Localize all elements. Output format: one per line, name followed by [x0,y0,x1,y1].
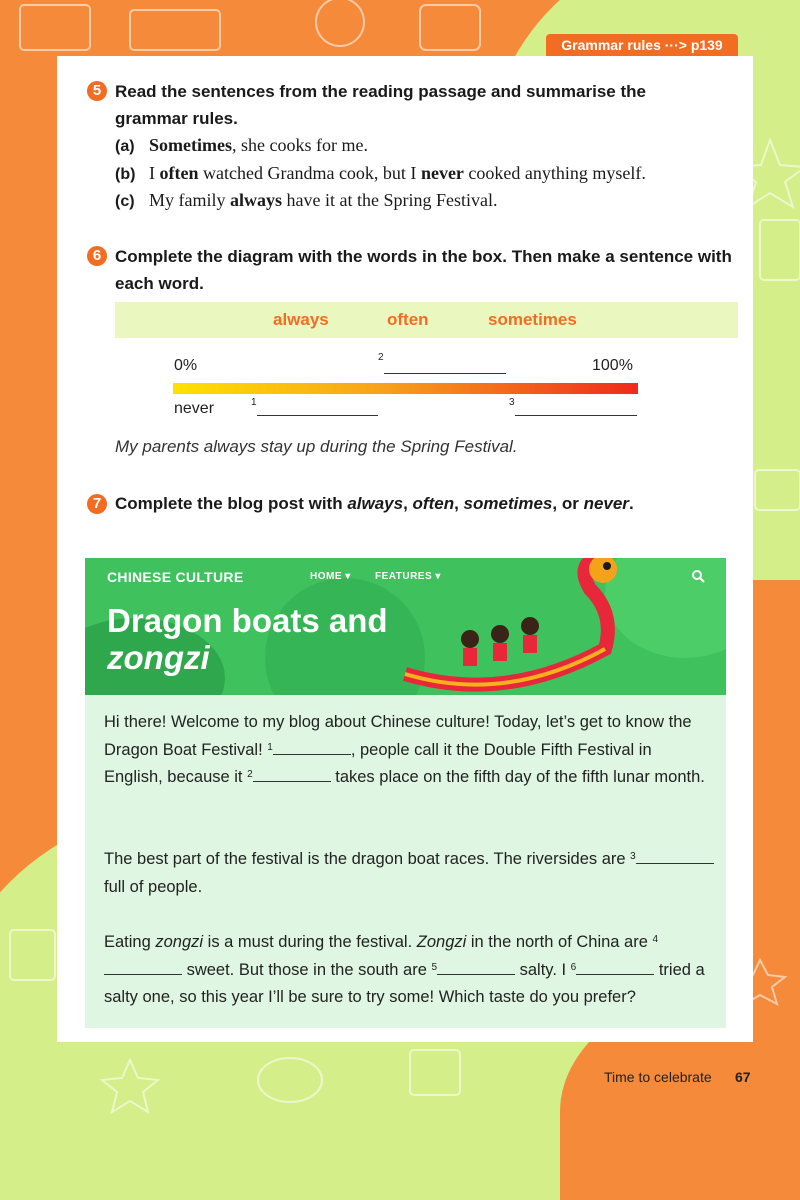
exercise-7-instruction: Complete the blog post with always, often, sometimes, or never. [115,494,634,513]
word-box [115,302,738,338]
sentence-text: , she cooks for me. [231,135,368,155]
instruction-word: often [412,494,455,513]
blog-title [107,602,388,676]
blog-paragraph-2 [104,846,714,901]
sentence-keyword: always [230,190,283,210]
instruction-word: sometimes [463,494,553,513]
scale-end-label: 100% [592,357,633,374]
blank-number: 1 [251,397,257,408]
blank-number: 1 [267,741,273,753]
frequency-scale-bar [173,383,638,394]
exercise-5-number: 5 [87,81,107,101]
nav-features[interactable]: FEATURES ▾ [375,571,441,582]
diagram-blank-3[interactable] [515,415,637,416]
blog-text: Eating [104,933,156,951]
nav-home[interactable]: HOME ▾ [310,571,351,582]
arrow-icon: ···> [664,37,687,53]
blog-blank-2[interactable] [253,767,331,782]
sentence-text: I [149,163,160,183]
grammar-rules-page: p139 [690,37,723,53]
sentence-c [115,190,497,211]
blog-text: salty. I [515,960,571,979]
blog-text: The best part of the festival is the dragon boat races. The riversides are [104,850,631,868]
blank-number: 2 [247,769,253,780]
page-number: 67 [735,1069,751,1085]
blog-text: full of people. [104,877,203,896]
sentence-text: have it at the Spring Festival. [282,190,498,210]
sentence-b [115,163,646,184]
search-icon[interactable] [692,570,705,583]
sentence-a [115,135,368,156]
sentence-label: (a) [115,138,135,155]
sentence-text: watched Grandma cook, but I [198,163,421,183]
diagram-blank-1[interactable] [257,415,378,416]
instruction-word: always [347,494,404,513]
instruction-text: or [561,494,579,513]
blog-title-line1: Dragon boats and [107,602,388,639]
exercise-5-instruction: Read the sentences from the reading passage and summarise the grammar rules. [115,82,646,128]
blog-blank-5[interactable] [437,960,515,975]
sentence-keyword: Sometimes [149,135,232,155]
blog-paragraph-1 [104,709,714,792]
scale-start-label: 0% [174,357,198,374]
footer-section: Time to celebrate [604,1069,712,1085]
blog-paragraph-3 [104,929,714,1012]
diagram-blank-2[interactable] [384,373,506,374]
blank-number: 6 [570,961,577,973]
grammar-rules-label: Grammar rules [561,37,661,53]
blog-text: , people call it the Double Fifth Festival in English, because it [104,740,652,786]
example-sentence: My parents always stay up during the Spring Festival. [115,437,518,456]
instruction-text: Complete the blog post with [115,494,348,513]
never-label: never [174,400,215,417]
blog-text: sweet. But those in the south are [182,960,432,979]
blank-number: 2 [378,352,384,363]
sentence-text: cooked anything myself. [463,163,646,183]
blog-blank-3[interactable] [636,849,714,864]
instruction-word: never [583,494,629,513]
sentence-keyword: often [159,163,199,183]
blog-text: zongzi [155,933,204,951]
sentence-keyword: never [420,163,464,183]
blog-text: in the north of China are [466,933,653,951]
blank-number: 4 [652,934,659,945]
blog-post-body [85,695,726,1028]
word-often: often [387,310,429,329]
sentence-label: (c) [115,193,135,210]
blank-number: 3 [509,397,515,408]
blog-text: Hi there! Welcome to my blog about Chinese culture! Today, let’s get to know the Dragon Boat Festival! [104,713,692,759]
grammar-rules-tab[interactable] [546,34,738,56]
blog-text: Zongzi [416,933,467,951]
blank-number: 3 [630,851,636,862]
word-sometimes: sometimes [488,310,577,329]
sentence-text: My family [149,190,230,210]
exercise-6-number: 6 [87,246,107,266]
blog-brand[interactable]: CHINESE CULTURE [107,569,244,585]
blog-text: takes place on the fifth day of the fifth lunar month. [330,768,705,786]
blog-blank-6[interactable] [576,960,654,975]
exercise-6-instruction: Complete the diagram with the words in the box. Then make a sentence with each word. [115,247,732,293]
blog-text: tried a salty one, so this year I’ll be sure to try some! Which taste do you prefer? [104,960,705,1006]
blog-text: is a must during the festival. [203,933,417,951]
exercise-7-number: 7 [87,494,107,514]
sentence-label: (b) [115,166,136,183]
blank-number: 5 [431,961,438,973]
blog-blank-4[interactable] [104,960,182,975]
blog-title-line2: zongzi [107,639,210,676]
word-always: always [273,310,329,329]
blog-banner [85,558,726,695]
blog-blank-1[interactable] [273,740,351,755]
